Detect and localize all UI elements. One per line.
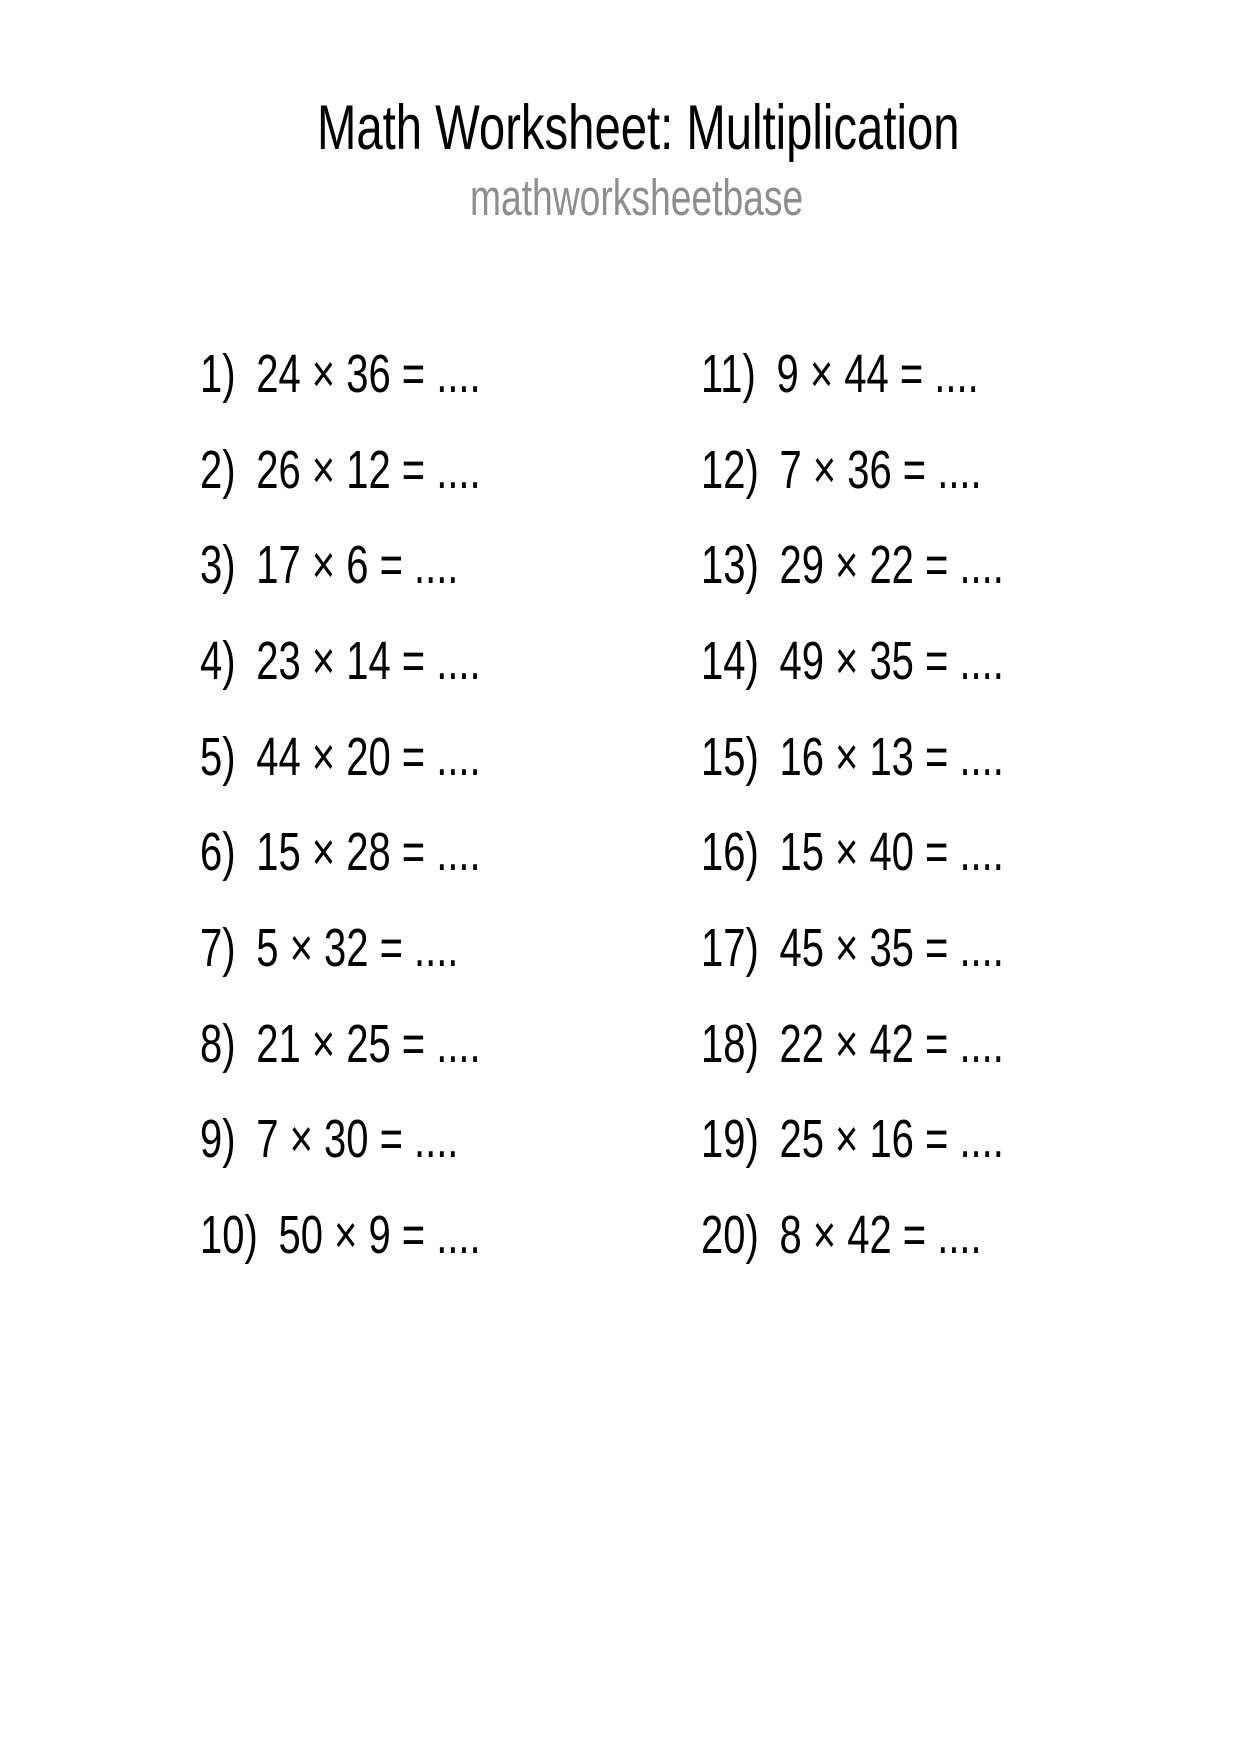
problem-row xyxy=(200,517,720,613)
problem-number: 11) xyxy=(701,343,756,404)
problem-expression: 7 × 36 = .... xyxy=(779,439,982,500)
problem-number: 5) xyxy=(200,726,236,787)
problem-text xyxy=(701,726,1004,787)
problem-expression: 25 × 16 = .... xyxy=(779,1109,1004,1170)
problem-expression: 44 × 20 = .... xyxy=(256,726,481,787)
problem-row xyxy=(200,613,720,709)
problem-text xyxy=(701,343,979,404)
problem-row xyxy=(200,1092,720,1188)
problem-text xyxy=(701,822,1004,883)
problem-expression: 9 × 44 = .... xyxy=(776,343,979,404)
problem-row xyxy=(701,422,1221,518)
problem-number: 19) xyxy=(701,1109,759,1170)
problem-expression: 21 × 25 = .... xyxy=(256,1013,481,1074)
problem-text xyxy=(200,1013,481,1074)
problem-expression: 22 × 42 = .... xyxy=(779,1013,1004,1074)
problem-row xyxy=(701,804,1221,900)
problem-text xyxy=(200,439,481,500)
problem-text xyxy=(701,917,1004,978)
problem-number: 9) xyxy=(200,1109,236,1170)
problem-row xyxy=(200,709,720,805)
problem-expression: 50 × 9 = .... xyxy=(278,1205,481,1266)
problem-text xyxy=(701,1013,1004,1074)
problem-row xyxy=(701,996,1221,1092)
problem-expression: 15 × 40 = .... xyxy=(779,822,1004,883)
problem-number: 12) xyxy=(701,439,759,500)
problem-number: 2) xyxy=(200,439,236,500)
problem-expression: 23 × 14 = .... xyxy=(256,630,481,691)
problem-text xyxy=(200,630,481,691)
problem-number: 3) xyxy=(200,535,236,596)
problem-row xyxy=(200,326,720,422)
problem-row xyxy=(200,1187,720,1283)
problem-row xyxy=(200,996,720,1092)
problem-expression: 17 × 6 = .... xyxy=(256,535,459,596)
problem-text xyxy=(701,1205,982,1266)
problem-number: 10) xyxy=(200,1205,258,1266)
problem-row xyxy=(200,422,720,518)
problem-number: 15) xyxy=(701,726,759,787)
problem-text xyxy=(200,343,481,404)
problem-text xyxy=(200,917,459,978)
problem-row xyxy=(701,517,1221,613)
problem-text xyxy=(200,726,481,787)
problem-expression: 16 × 13 = .... xyxy=(779,726,1004,787)
problem-row xyxy=(200,900,720,996)
problem-text xyxy=(701,1109,1004,1170)
problem-text xyxy=(701,630,1004,691)
problem-text xyxy=(200,535,459,596)
problem-row xyxy=(701,900,1221,996)
problem-expression: 45 × 35 = .... xyxy=(779,917,1004,978)
problem-number: 14) xyxy=(701,630,759,691)
problem-text xyxy=(200,822,481,883)
problem-text xyxy=(200,1109,459,1170)
problem-number: 17) xyxy=(701,917,759,978)
problem-expression: 24 × 36 = .... xyxy=(256,343,481,404)
problem-row xyxy=(701,326,1221,422)
problem-row xyxy=(701,1092,1221,1188)
problem-expression: 49 × 35 = .... xyxy=(779,630,1004,691)
problem-number: 18) xyxy=(701,1013,759,1074)
problem-row xyxy=(200,804,720,900)
problems-column-right xyxy=(701,326,1221,1283)
problem-number: 6) xyxy=(200,822,236,883)
problem-expression: 7 × 30 = .... xyxy=(256,1109,459,1170)
problem-expression: 29 × 22 = .... xyxy=(779,535,1004,596)
problem-number: 20) xyxy=(701,1205,759,1266)
problem-expression: 26 × 12 = .... xyxy=(256,439,481,500)
problem-text xyxy=(200,1205,481,1266)
problem-expression: 15 × 28 = .... xyxy=(256,822,481,883)
problem-number: 4) xyxy=(200,630,236,691)
problem-row xyxy=(701,1187,1221,1283)
problem-number: 1) xyxy=(200,343,236,404)
problem-row xyxy=(701,613,1221,709)
problem-expression: 8 × 42 = .... xyxy=(779,1205,982,1266)
problem-number: 13) xyxy=(701,535,759,596)
problem-row xyxy=(701,709,1221,805)
problem-number: 7) xyxy=(200,917,236,978)
problem-number: 16) xyxy=(701,822,759,883)
problem-number: 8) xyxy=(200,1013,236,1074)
problems-column-left xyxy=(200,326,720,1283)
problem-expression: 5 × 32 = .... xyxy=(256,917,459,978)
page-subtitle: mathworksheetbase xyxy=(470,169,804,226)
problem-text xyxy=(701,439,982,500)
page-title: Math Worksheet: Multiplication xyxy=(317,93,960,163)
problem-text xyxy=(701,535,1004,596)
